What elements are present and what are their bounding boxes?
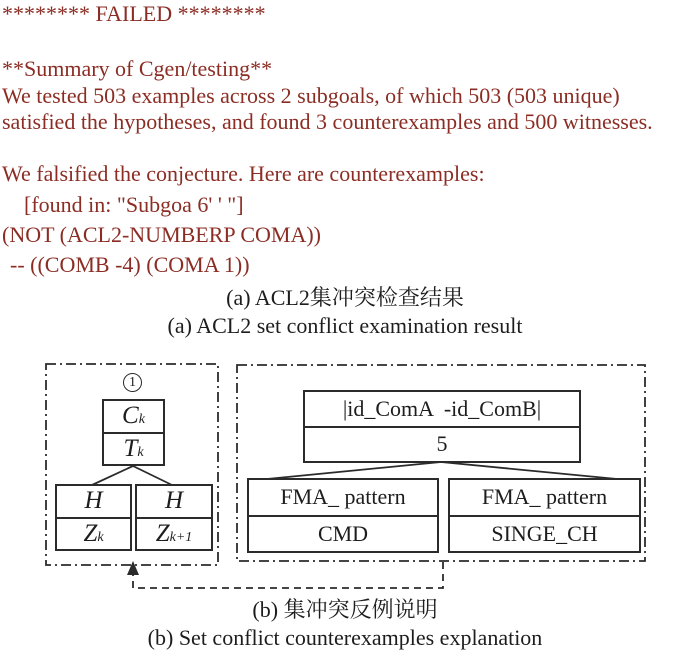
caption-b-chinese: (b) 集冲突反例说明 — [252, 597, 438, 622]
h-cell — [57, 486, 130, 517]
console-line-summary: **Summary of Cgen/testing** — [2, 56, 273, 81]
left-tree-edge-right — [133, 466, 172, 485]
h-zk1-box — [135, 484, 213, 551]
console-line-tested: We tested 503 examples across 2 subgoals, of which 503 (503 unique) — [2, 83, 620, 108]
ck-cell: C $_k$ — [122, 402, 145, 430]
h-zk-box — [55, 484, 132, 551]
circled-one-label: 1 — [129, 374, 136, 390]
singe-ch-label: SINGE_CH — [450, 515, 639, 552]
fma-pattern-label-right: FMA_ pattern — [481, 484, 608, 510]
console-line-found-in: [found in: "Subgoa 6' ' "] — [24, 192, 244, 217]
caption-a-english: (a) ACL2 set conflict examination result — [167, 313, 523, 338]
tk-cell: T $_k$ — [104, 432, 163, 465]
caption-b-english: (b) Set conflict counterexamples explanation — [147, 625, 543, 650]
h2-main: H — [164, 487, 184, 515]
zk1-cell: Z $_{k+1}$ — [137, 517, 211, 550]
right-tree-edge-right — [441, 462, 617, 479]
feedback-connector-line — [133, 562, 443, 588]
fma-pattern-singe-box — [448, 478, 641, 553]
fma-pattern-label-left: FMA_ pattern — [280, 484, 406, 510]
console-line-not-numberp: (NOT (ACL2-NUMBERP COMA)) — [2, 222, 321, 247]
id-com-diff-box — [303, 390, 581, 463]
zk1-main: Z — [155, 519, 170, 547]
fma-pattern-cmd-box — [247, 478, 439, 553]
ck-tk-box — [102, 399, 165, 466]
console-line-comb: -- ((COMB -4) (COMA 1)) — [10, 252, 250, 277]
id-com-diff-value: 5 — [305, 426, 579, 462]
console-line-failed: ******** FAILED ******** — [2, 1, 266, 26]
circled-one-badge — [123, 373, 142, 392]
zk-main: Z — [83, 519, 98, 547]
console-line-satisfied: satisfied the hypotheses, and found 3 counterexamples and 500 witnesses. — [2, 109, 653, 134]
h-main: H — [84, 487, 103, 515]
caption-a-chinese: (a) ACL2集冲突检查结果 — [226, 285, 464, 310]
left-tree-edge-left — [92, 466, 133, 485]
console-line-falsified: We falsified the conjecture. Here are counterexamples: — [2, 161, 485, 186]
tk-main: T — [123, 434, 138, 462]
feedback-arrowhead-icon — [127, 561, 139, 575]
h2-cell — [137, 486, 211, 517]
right-tree-edge-left — [267, 462, 441, 479]
ck-main: C — [122, 402, 139, 430]
zk-cell: Z $_k$ — [57, 517, 130, 550]
cmd-label: CMD — [249, 515, 437, 552]
id-com-diff-label: |id_ComA -id_ComB| — [342, 395, 542, 421]
